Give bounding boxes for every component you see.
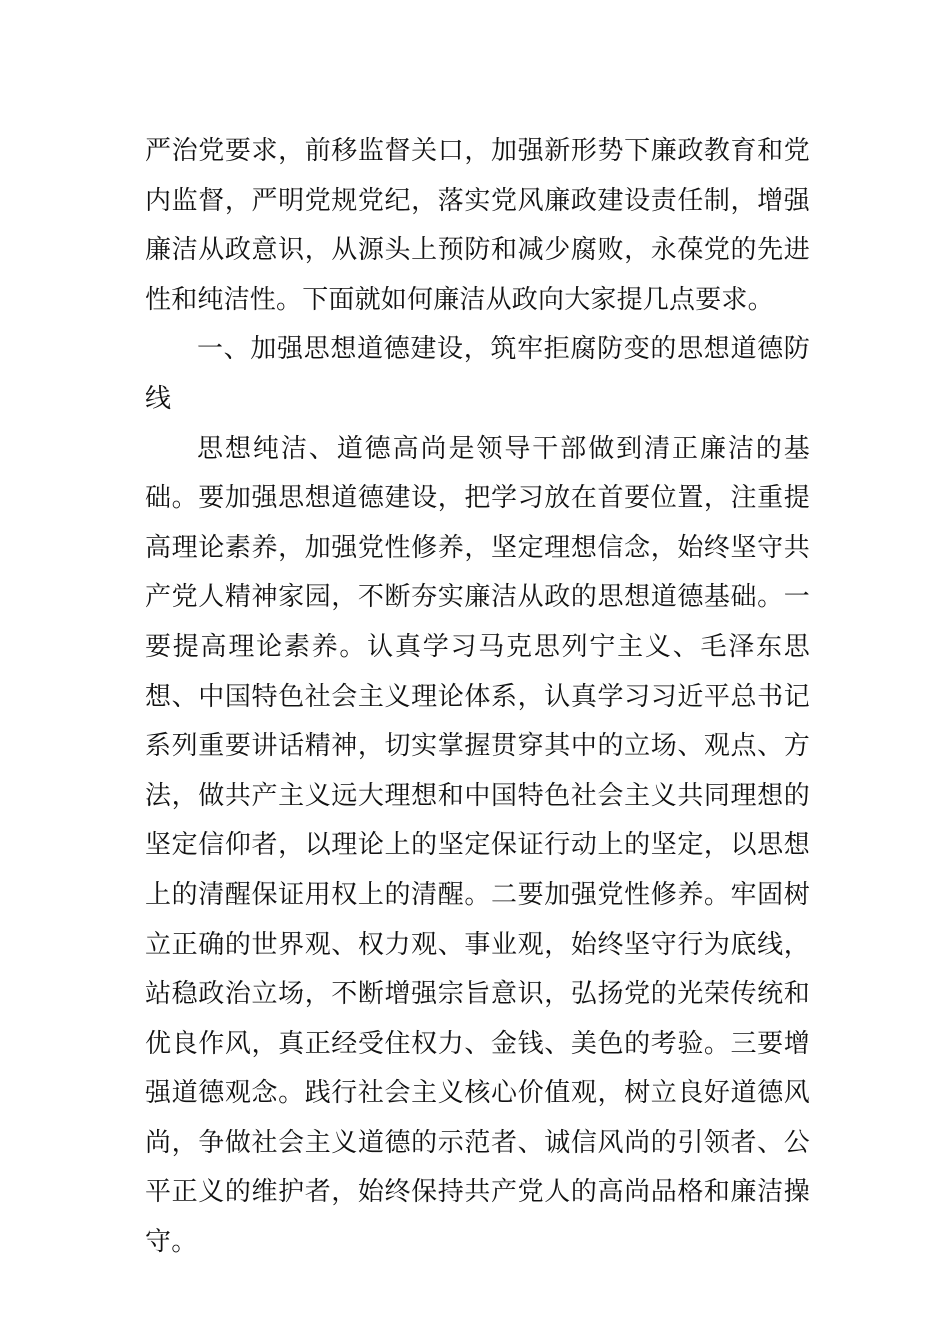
section-heading-1: 一、加强思想道德建设，筑牢拒腐防变的思想道德防线: [145, 334, 810, 414]
paragraph-2: 思想纯洁、道德高尚是领导干部做到清正廉洁的基础。要加强思想道德建设，把学习放在首要位置，注重提高理论素养，加强党性修养，坚定理想信念，始终坚守共产党人精神家园，不断夯实廉洁从政的思想道德基础。一要提高理论素养。认真学习马克思列宁主义、毛泽东思想、中国特色社会主义理论体系，认真学习习近平总书记系列重要讲话精神，切实掌握贯穿其中的立场、观点、方法，做共产主义远大理想和中国特色社会主义共同理想的坚定信仰者，以理论上的坚定保证行动上的坚定，以思想上的清醒保证用权上的清醒。二要加强党性修养。牢固树立正确的世界观、权力观、事业观，始终坚守行为底线，站稳政治立场，不断增强宗旨意识，弘扬党的光荣传统和优良作风，真正经受住权力、金钱、美色的考验。三要增强道德观念。践行社会主义核心价值观，树立良好道德风尚，争做社会主义道德的示范者、诚信风尚的引领者、公平正义的维护者，始终保持共产党人的高尚品格和廉洁操守。: [145, 433, 810, 1258]
paragraph-1: 严治党要求，前移监督关口，加强新形势下廉政教育和党内监督，严明党规党纪，落实党风廉政建设责任制，增强廉洁从政意识，从源头上预防和减少腐败，永葆党的先进性和纯洁性。下面就如何廉洁从政向大家提几点要求。: [145, 136, 810, 315]
document-body: [145, 127, 810, 1268]
